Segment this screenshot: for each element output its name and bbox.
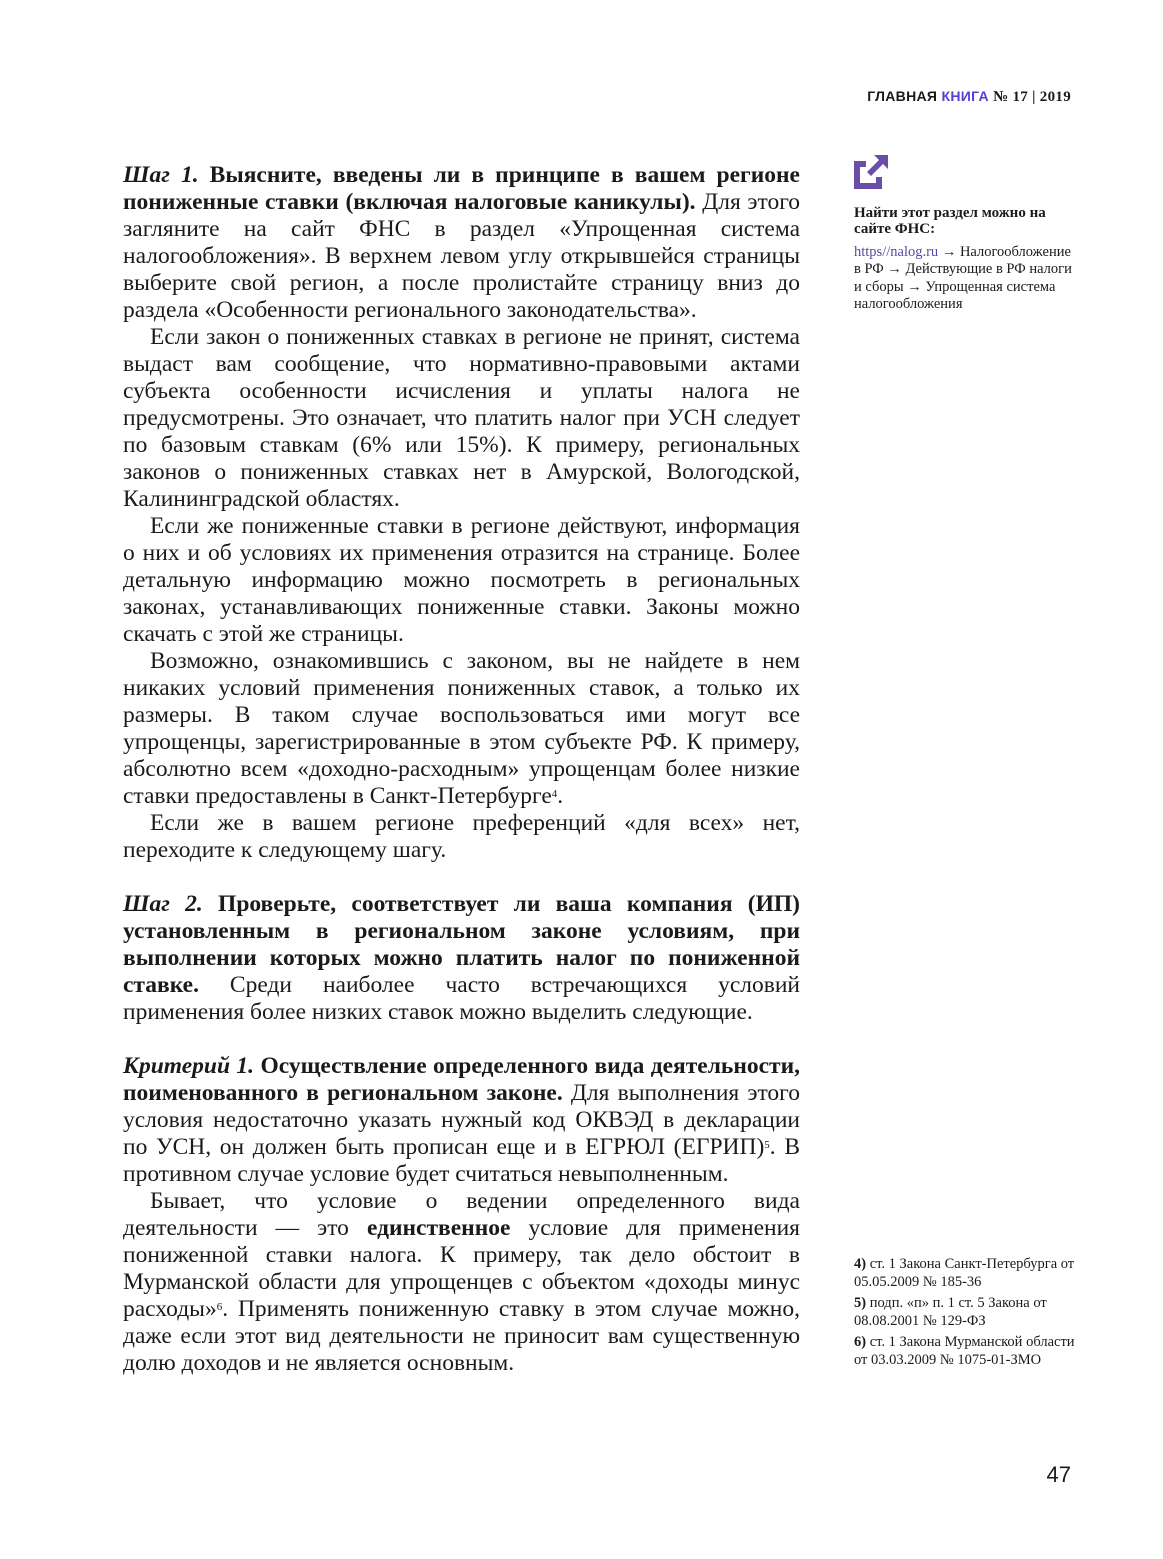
footnote-number: 5) <box>854 1295 867 1311</box>
paragraph-text: . <box>557 783 564 809</box>
footnotes <box>854 1256 1079 1373</box>
paragraph: Если же пониженные ставки в регионе действуют, информация о них и об условиях их применения отразится на странице. Более детальную информацию можно посмотреть в региональных законах, устанавливающих пониженные ставки. Законы можно скачать с этой же страницы. <box>123 513 800 647</box>
external-link-icon <box>854 155 888 189</box>
paragraph <box>123 648 800 810</box>
brand-first: ГЛАВНАЯ <box>867 88 938 104</box>
sidebar-note <box>854 155 1079 314</box>
paragraph-text: Среди наиболее часто встречающихся условий применения более низких ставок можно выделить следующие. <box>123 972 800 1025</box>
page-number: 47 <box>1046 1462 1071 1487</box>
footnote <box>854 1295 1079 1330</box>
nalog-link[interactable]: https//nalog.ru <box>854 243 939 260</box>
step-label: Шаг 1. <box>123 162 199 188</box>
running-header <box>867 88 1071 106</box>
paragraph-text: . В противном случае условие будет считаться невыполненным. <box>123 1134 800 1187</box>
sidebar-title: Найти этот раздел можно на сайте ФНС: <box>854 204 1046 237</box>
paragraph-text: условие для применения пониженной ставки налога. К примеру, так дело обстоит в Мурманской области для упрощенцев с объектом «доходы минус расходы» <box>123 1215 800 1322</box>
paragraph <box>123 1188 800 1377</box>
sidebar-path <box>854 244 1079 314</box>
criterion-heading: Осуществление определенного вида деятельности, поименованного в региональном законе. <box>123 1053 801 1106</box>
brand-second: КНИГА <box>941 88 989 104</box>
paragraph: Если же в вашем регионе преференций «для всех» нет, переходите к следующему шагу. <box>123 810 800 863</box>
paragraph-text: Возможно, ознакомившись с законом, вы не найдете в нем никаких условий применения пониженных ставок, а только их размеры. В таком случае воспользоваться ими могут все упрощенцы, зарегистрированные в этом субъекте РФ. К примеру, абсолютно всем «доходно-расходным» упрощенцам более низкие ставки предоставлены в Санкт-Петербурге <box>123 648 800 809</box>
paragraph-step1 <box>123 162 800 324</box>
paragraph: Если закон о пониженных ставках в регионе не принят, система выдаст вам сообщение, что нормативно-правовыми актами субъекта особенности исчисления и уплаты налога не предусмотрены. Это означает, что платить налог при УСН следует по базовым ставкам (6% или 15%). К примеру, региональных законов о пониженных ставках нет в Амурской, Вологодской, Калининградской областях. <box>123 324 800 512</box>
footnote-text: подп. «п» п. 1 ст. 5 Закона от 08.08.2001 № 129-ФЗ <box>854 1295 1047 1329</box>
footnote-ref[interactable]: 6 <box>216 1301 223 1313</box>
article-body <box>123 162 800 1377</box>
paragraph-text: . Применять пониженную ставку в этом случае можно, даже если этот вид деятельности не приносит вам существенную долю доходов и не является основным. <box>123 1296 800 1376</box>
footnote-text: ст. 1 Закона Санкт-Петербурга от 05.05.2009 № 185-36 <box>854 1256 1075 1290</box>
step-heading: Выясните, введены ли в принципе в вашем регионе пониженные ставки (включая налоговые каникулы). <box>123 162 800 215</box>
issue-number: № 17 | 2019 <box>993 89 1071 105</box>
paragraph-text: Бывает, что условие о ведении определенного вида деятельности — это <box>123 1188 800 1241</box>
criterion-label: Критерий 1. <box>123 1053 255 1079</box>
footnote-text: ст. 1 Закона Мурманской области от 03.03.2009 № 1075-01-ЗМО <box>854 1334 1075 1368</box>
footnote <box>854 1334 1079 1369</box>
step-heading: Проверьте, соответствует ли ваша компания (ИП) установленным в региональном законе условиям, при выполнении которых можно платить налог по пониженной ставке. <box>123 891 800 998</box>
emphasis: единственное <box>366 1215 511 1241</box>
step-label: Шаг 2. <box>123 891 203 917</box>
navigation-path: → Налогообложение в РФ → Действующие в РФ налоги и сборы → Упрощенная система налогообложения <box>854 243 1072 312</box>
paragraph-criterion1 <box>123 1053 800 1188</box>
paragraph-text: Для этого загляните на сайт ФНС в раздел «Упрощенная система налогообложения». В верхнем левом углу открывшейся страницы выберите свой регион, а после пролистайте страницу вниз до раздела «Особенности регионального законодательства». <box>123 189 800 323</box>
footnote-ref[interactable]: 5 <box>764 1139 770 1151</box>
footnote-number: 6) <box>854 1334 867 1350</box>
footnote-ref[interactable]: 4 <box>551 788 558 800</box>
footnote <box>854 1256 1079 1291</box>
paragraph-step2 <box>123 891 800 1026</box>
footnote-number: 4) <box>854 1256 867 1272</box>
paragraph-text: Для выполнения этого условия недостаточно указать нужный код ОКВЭД в декларации по УСН, он должен быть прописан еще и в ЕГРЮЛ (ЕГРИП) <box>123 1080 800 1160</box>
